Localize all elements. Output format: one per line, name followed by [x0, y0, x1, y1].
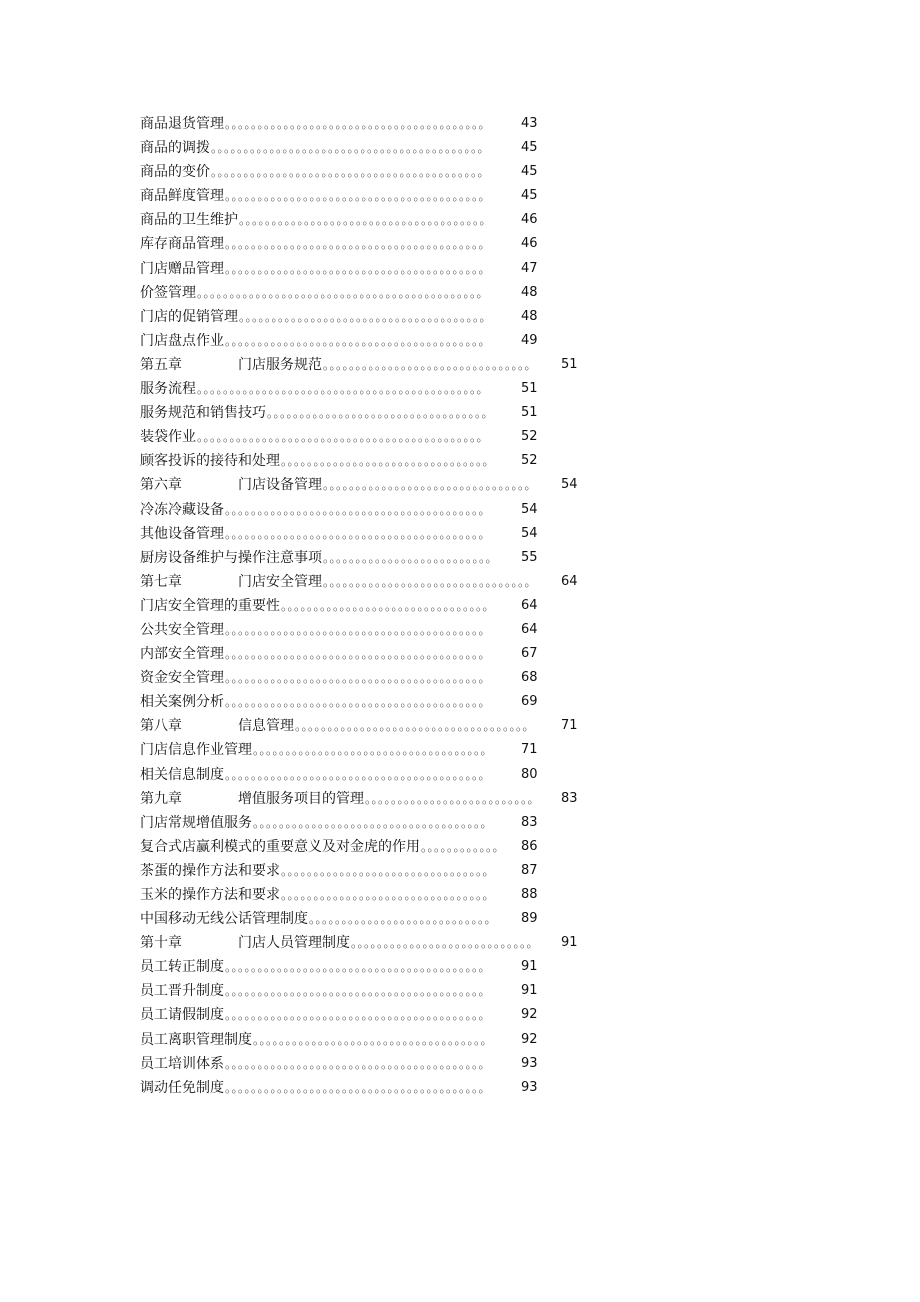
toc-entry-title — [140, 112, 224, 136]
toc-entry-title — [140, 763, 224, 787]
toc-entry-title — [140, 1052, 224, 1076]
toc-page-number: 52 — [521, 429, 538, 445]
toc-page-number: 93 — [521, 1079, 538, 1095]
toc-dot-leader: 。。。。。。。。。。。。。。。。。。。。。。。。。。。。。。。。。。。。。。。。 — [225, 333, 492, 348]
toc-dot-leader: 。。。。。。。。。。。。。。。。。。。。。。。。。。。。。。。。。。。。 — [253, 1032, 494, 1047]
toc-entry-title — [140, 305, 238, 329]
toc-entry-title-text: 商品的调拨 — [140, 140, 210, 157]
toc-page-number: 64 — [561, 573, 578, 589]
toc-entry-title — [140, 401, 266, 425]
toc-entry-row[interactable] — [140, 184, 600, 208]
toc-page-number: 92 — [521, 1007, 538, 1023]
toc-entry-title — [140, 642, 224, 666]
toc-chapter-row[interactable] — [140, 353, 600, 377]
toc-page-number: 43 — [521, 116, 538, 131]
toc-chapter-row[interactable] — [140, 473, 600, 497]
toc-entry-title-text: 其他设备管理 — [140, 525, 224, 542]
toc-entry-title-text: 员工转正制度 — [140, 959, 224, 976]
toc-entry-title — [140, 979, 224, 1003]
toc-entry-title — [140, 618, 224, 642]
toc-entry-title-text: 顾客投诉的接待和处理 — [140, 453, 280, 470]
toc-entry-title-text: 门店安全管理的重要性 — [140, 597, 280, 614]
toc-entry-title — [140, 690, 224, 714]
toc-entry-title — [140, 136, 210, 160]
toc-page-number: 64 — [521, 621, 538, 637]
toc-dot-leader: 。。。。。。。。。。。。 — [421, 839, 506, 854]
toc-entry-row[interactable] — [140, 329, 600, 353]
toc-page-number: 91 — [561, 935, 578, 951]
toc-entry-title-text: 服务规范和销售技巧 — [140, 405, 266, 422]
toc-entry-row[interactable] — [140, 1028, 600, 1052]
toc-entry-title-text: 门店服务规范 — [238, 356, 322, 373]
toc-entry-row[interactable] — [140, 594, 600, 618]
toc-entry-title — [140, 257, 224, 281]
toc-entry-title — [140, 931, 350, 955]
toc-entry-title — [140, 859, 280, 883]
toc-entry-title — [140, 546, 322, 570]
toc-page-number: 54 — [521, 525, 538, 541]
toc-entry-title-text: 玉米的操作方法和要求 — [140, 887, 280, 903]
toc-dot-leader: 。。。。。。。。。。。。。。。。。。。。。。。。。。。。。。。。。。。。。。。。 — [225, 695, 492, 710]
toc-page-number: 46 — [521, 236, 538, 252]
toc-entry-title-text: 库存商品管理 — [140, 236, 224, 253]
toc-chapter-number: 第十章 — [140, 935, 182, 952]
toc-dot-leader: 。。。。。。。。。。。。。。。。。。。。。。。。。。。。。。。。。。 — [267, 406, 495, 421]
toc-entry-title — [140, 208, 238, 232]
toc-dot-leader: 。。。。。。。。。。。。。。。。。。。。。。。。。。 — [323, 550, 499, 565]
toc-dot-leader: 。。。。。。。。。。。。。。。。。。。。。。。。。。。。。。。。。。。。。。。。。。。。 — [197, 382, 490, 397]
toc-entry-row[interactable] — [140, 738, 600, 762]
toc-entry-title-text: 门店常规增值服务 — [140, 814, 252, 831]
toc-entry-title — [140, 1076, 224, 1100]
toc-entry-row[interactable] — [140, 522, 600, 546]
toc-chapter-number: 第五章 — [140, 356, 182, 373]
toc-page-number: 51 — [521, 405, 538, 421]
toc-entry-title-text: 公共安全管理 — [140, 621, 224, 638]
toc-page-number: 71 — [561, 718, 578, 734]
toc-entry-row[interactable] — [140, 666, 600, 690]
toc-entry-title — [140, 232, 224, 256]
toc-entry-title — [140, 425, 196, 449]
toc-entry-title-text: 资金安全管理 — [140, 670, 224, 687]
toc-entry-row[interactable] — [140, 907, 600, 931]
toc-dot-leader: 。。。。。。。。。。。。。。。。。。。。。。。。。。。。。。。。 — [281, 863, 496, 878]
toc-entry-title-text: 服务流程 — [140, 381, 196, 398]
toc-dot-leader: 。。。。。。。。。。。。。。。。。。。。。。。。。。。。。。。。。。。。。。。。 — [225, 237, 492, 252]
toc-page-number: 51 — [561, 356, 578, 372]
toc-page-number: 52 — [521, 453, 538, 469]
toc-dot-leader: 。。。。。。。。。。。。。。。。。。。。。。。。。。。。。。。。。。。。。。。。 — [225, 189, 492, 204]
toc-page-number: 55 — [521, 549, 538, 565]
toc-page-number: 86 — [521, 838, 538, 854]
toc-page-number: 91 — [521, 983, 538, 999]
toc-entry-title — [140, 353, 322, 377]
toc-entry-title-text: 门店安全管理 — [238, 573, 322, 590]
toc-entry-row[interactable] — [140, 1076, 600, 1100]
toc-entry-row[interactable] — [140, 232, 600, 256]
toc-entry-title — [140, 1003, 224, 1027]
toc-dot-leader: 。。。。。。。。。。。。。。。。。。。。。。。。。。。。。。。。 — [323, 357, 538, 372]
toc-entry-title-text: 装袋作业 — [140, 429, 196, 446]
toc-entry-title-text: 员工培训体系 — [140, 1055, 224, 1072]
toc-entry-row[interactable] — [140, 208, 600, 232]
toc-entry-title-text: 中国移动无线公话管理制度 — [140, 911, 308, 928]
toc-entry-row[interactable] — [140, 112, 600, 136]
table-of-contents — [140, 112, 600, 1100]
toc-entry-title-text: 冷冻冷藏设备 — [140, 501, 224, 518]
toc-entry-row[interactable] — [140, 136, 600, 160]
toc-entry-title-text: 内部安全管理 — [140, 646, 224, 663]
toc-entry-title-text: 复合式店赢利模式的重要意义及对金虎的作用 — [140, 838, 420, 855]
toc-chapter-number: 第七章 — [140, 573, 182, 590]
toc-entry-title-text: 相关信息制度 — [140, 766, 224, 783]
toc-entry-title-text: 茶蛋的操作方法和要求 — [140, 862, 280, 879]
toc-page-number: 83 — [561, 790, 578, 806]
toc-page-number: 67 — [521, 646, 538, 662]
toc-entry-row[interactable] — [140, 811, 600, 835]
toc-entry-title-text: 商品鲜度管理 — [140, 188, 224, 205]
toc-page-number: 71 — [521, 742, 538, 758]
toc-entry-row[interactable] — [140, 425, 600, 449]
toc-entry-row[interactable] — [140, 642, 600, 666]
toc-dot-leader: 。。。。。。。。。。。。。。。。。。。。。。。。。。。。。。。。。。。。。。。。 — [225, 647, 492, 662]
toc-entry-title-text: 调动任免制度 — [140, 1079, 224, 1096]
toc-entry-row[interactable] — [140, 449, 600, 473]
toc-entry-row[interactable] — [140, 618, 600, 642]
toc-entry-title — [140, 811, 252, 835]
toc-entry-title — [140, 473, 322, 497]
toc-entry-title — [140, 883, 280, 907]
toc-dot-leader: 。。。。。。。。。。。。。。。。。。。。。。。。。。。。 — [351, 936, 540, 951]
toc-entry-title — [140, 329, 224, 353]
toc-entry-row[interactable] — [140, 883, 600, 907]
toc-page-number: 89 — [521, 911, 538, 927]
toc-entry-title — [140, 907, 308, 931]
toc-entry-row[interactable] — [140, 1003, 600, 1027]
toc-dot-leader: 。。。。。。。。。。。。。。。。。。。。。。。。。。。。。。。。。。。。。。。。 — [225, 117, 492, 131]
toc-page-number: 64 — [521, 597, 538, 613]
toc-entry-title — [140, 522, 224, 546]
toc-dot-leader: 。。。。。。。。。。。。。。。。。。。。。。。。。。。。。。。。。。。。。。。。。。 — [211, 165, 491, 180]
toc-dot-leader: 。。。。。。。。。。。。。。。。。。。。。。。。。。。。。。。。 — [323, 574, 538, 589]
toc-chapter-row[interactable] — [140, 931, 600, 955]
toc-entry-title — [140, 281, 196, 305]
toc-page-number: 46 — [521, 212, 538, 228]
toc-dot-leader: 。。。。。。。。。。。。。。。。。。。。。。。。。。。。。。。。。。。。。。 — [239, 213, 493, 228]
toc-entry-title — [140, 1028, 252, 1052]
toc-entry-row[interactable] — [140, 763, 600, 787]
toc-dot-leader: 。。。。。。。。。。。。。。。。。。。。。。。。。。。。。。。。。。。。。。。。 — [225, 502, 492, 517]
toc-dot-leader: 。。。。。。。。。。。。。。。。。。。。。。。。。。。。。。。。。。。。。。 — [239, 309, 493, 324]
toc-page-number: 45 — [521, 164, 538, 180]
toc-entry-title-text: 厨房设备维护与操作注意事项 — [140, 549, 322, 566]
toc-page-number: 47 — [521, 260, 538, 276]
toc-entry-title-text: 门店赠品管理 — [140, 260, 224, 277]
toc-entry-title — [140, 498, 224, 522]
toc-entry-title-text: 信息管理 — [238, 718, 294, 735]
toc-page-number: 91 — [521, 959, 538, 975]
toc-dot-leader: 。。。。。。。。。。。。。。。。。。。。。。。。。。。。。。。。。。。。。。。。 — [225, 622, 492, 637]
toc-entry-title — [140, 160, 210, 184]
toc-chapter-number: 第六章 — [140, 477, 182, 494]
toc-entry-title-text: 员工晋升制度 — [140, 983, 224, 1000]
toc-page-number: 51 — [521, 381, 538, 397]
toc-dot-leader: 。。。。。。。。。。。。。。。。。。。。。。。。。。。。。。。。。。。。 — [295, 719, 536, 734]
toc-dot-leader: 。。。。。。。。。。。。。。。。。。。。。。。。。。 — [365, 791, 541, 806]
toc-dot-leader: 。。。。。。。。。。。。。。。。。。。。。。。。。。。。。。。。。。。。 — [253, 743, 494, 758]
toc-entry-title-text: 员工请假制度 — [140, 1007, 224, 1024]
toc-page-number: 45 — [521, 188, 538, 204]
toc-entry-row[interactable] — [140, 377, 600, 401]
toc-page-number: 80 — [521, 766, 538, 782]
toc-page-number: 68 — [521, 670, 538, 686]
toc-entry-row[interactable] — [140, 401, 600, 425]
toc-entry-title-text: 增值服务项目的管理 — [238, 790, 364, 807]
toc-dot-leader: 。。。。。。。。。。。。。。。。。。。。。。。。。。。。。。。。。。。。。。。。 — [225, 1008, 492, 1023]
toc-dot-leader: 。。。。。。。。。。。。。。。。。。。。。。。。。。。。。。。。。。。。。。。。。。。。 — [197, 285, 490, 300]
toc-dot-leader: 。。。。。。。。。。。。。。。。。。。。。。。。。。。。。。。。 — [281, 598, 496, 613]
toc-entry-row[interactable] — [140, 281, 600, 305]
toc-entry-title — [140, 594, 280, 618]
toc-entry-title-text: 相关案例分析 — [140, 694, 224, 711]
toc-entry-title-text: 门店人员管理制度 — [238, 935, 350, 952]
toc-entry-title — [140, 835, 420, 859]
toc-entry-row[interactable] — [140, 859, 600, 883]
toc-dot-leader: 。。。。。。。。。。。。。。。。。。。。。。。。。。。。。。。。。。。。。。。。 — [225, 261, 492, 276]
toc-entry-title — [140, 787, 364, 811]
toc-entry-title — [140, 570, 322, 594]
toc-entry-title — [140, 714, 294, 738]
toc-entry-row[interactable] — [140, 1052, 600, 1076]
toc-dot-leader: 。。。。。。。。。。。。。。。。。。。。。。。。。。。。。。。。。。。。。。。。 — [225, 1080, 492, 1095]
toc-entry-row[interactable] — [140, 690, 600, 714]
toc-page-number: 88 — [521, 887, 538, 902]
toc-entry-row[interactable] — [140, 160, 600, 184]
toc-chapter-row[interactable] — [140, 570, 600, 594]
toc-dot-leader: 。。。。。。。。。。。。。。。。。。。。。。。。。。。。。。。。。。。。。。。。 — [225, 984, 492, 999]
toc-entry-title-text: 员工离职管理制度 — [140, 1031, 252, 1048]
toc-entry-title — [140, 666, 224, 690]
toc-page-number: 49 — [521, 332, 538, 348]
toc-chapter-number: 第九章 — [140, 790, 182, 807]
toc-entry-row[interactable] — [140, 305, 600, 329]
toc-chapter-row[interactable] — [140, 714, 600, 738]
toc-entry-title — [140, 184, 224, 208]
toc-page-number: 54 — [561, 477, 578, 493]
toc-entry-title — [140, 738, 252, 762]
toc-dot-leader: 。。。。。。。。。。。。。。。。。。。。。。。。。。。。。。。。。。。。。。。。 — [225, 1056, 492, 1071]
toc-dot-leader: 。。。。。。。。。。。。。。。。。。。。。。。。。。。。。。。。。。。。。。。。 — [225, 767, 492, 782]
toc-entry-row[interactable] — [140, 257, 600, 281]
toc-chapter-number: 第八章 — [140, 718, 182, 735]
toc-entry-row[interactable] — [140, 546, 600, 570]
toc-entry-title — [140, 449, 280, 473]
toc-entry-title-text: 商品的变价 — [140, 164, 210, 181]
toc-entry-title — [140, 377, 196, 401]
toc-page-number: 83 — [521, 814, 538, 830]
toc-entry-row[interactable] — [140, 498, 600, 522]
toc-page-number: 69 — [521, 694, 538, 710]
toc-entry-title-text: 门店盘点作业 — [140, 332, 224, 349]
toc-chapter-row[interactable] — [140, 787, 600, 811]
toc-dot-leader: 。。。。。。。。。。。。。。。。。。。。。。。。。。。。。。。。。。。。。。。。 — [225, 960, 492, 975]
toc-dot-leader: 。。。。。。。。。。。。。。。。。。。。。。。。。。。。。。。。 — [281, 454, 496, 469]
toc-entry-row[interactable] — [140, 979, 600, 1003]
toc-entry-title-text: 门店的促销管理 — [140, 308, 238, 325]
toc-entry-title-text: 商品退货管理 — [140, 116, 224, 132]
toc-dot-leader: 。。。。。。。。。。。。。。。。。。。。。。。。。。。。。。。。。。。。。。。。。。 — [211, 141, 491, 156]
toc-entry-title-text: 价签管理 — [140, 284, 196, 301]
toc-dot-leader: 。。。。。。。。。。。。。。。。。。。。。。。。。。。。。。。。。。。。。。。。 — [225, 671, 492, 686]
toc-page-number: 48 — [521, 308, 538, 324]
toc-entry-title-text: 商品的卫生维护 — [140, 212, 238, 229]
toc-dot-leader: 。。。。。。。。。。。。。。。。。。。。。。。。。。。。。。。。。。。。。。。。。。。。 — [197, 430, 490, 445]
toc-page-number: 45 — [521, 140, 538, 156]
toc-dot-leader: 。。。。。。。。。。。。。。。。。。。。。。。。。。。。。。。。 — [281, 888, 496, 902]
toc-entry-title-text: 门店信息作业管理 — [140, 742, 252, 759]
toc-entry-row[interactable] — [140, 955, 600, 979]
toc-page-number: 48 — [521, 284, 538, 300]
toc-dot-leader: 。。。。。。。。。。。。。。。。。。。。。。。。。。。。 — [309, 912, 498, 927]
toc-dot-leader: 。。。。。。。。。。。。。。。。。。。。。。。。。。。。。。。。。。。。。。。。 — [225, 526, 492, 541]
toc-entry-row[interactable] — [140, 835, 600, 859]
toc-dot-leader: 。。。。。。。。。。。。。。。。。。。。。。。。。。。。。。。。 — [323, 478, 538, 493]
toc-page-number: 93 — [521, 1055, 538, 1071]
toc-entry-title — [140, 955, 224, 979]
toc-page-number: 54 — [521, 501, 538, 517]
toc-dot-leader: 。。。。。。。。。。。。。。。。。。。。。。。。。。。。。。。。。。。。 — [253, 815, 494, 830]
toc-page-number: 87 — [521, 862, 538, 878]
toc-page-number: 92 — [521, 1031, 538, 1047]
toc-entry-title-text: 门店设备管理 — [238, 477, 322, 494]
